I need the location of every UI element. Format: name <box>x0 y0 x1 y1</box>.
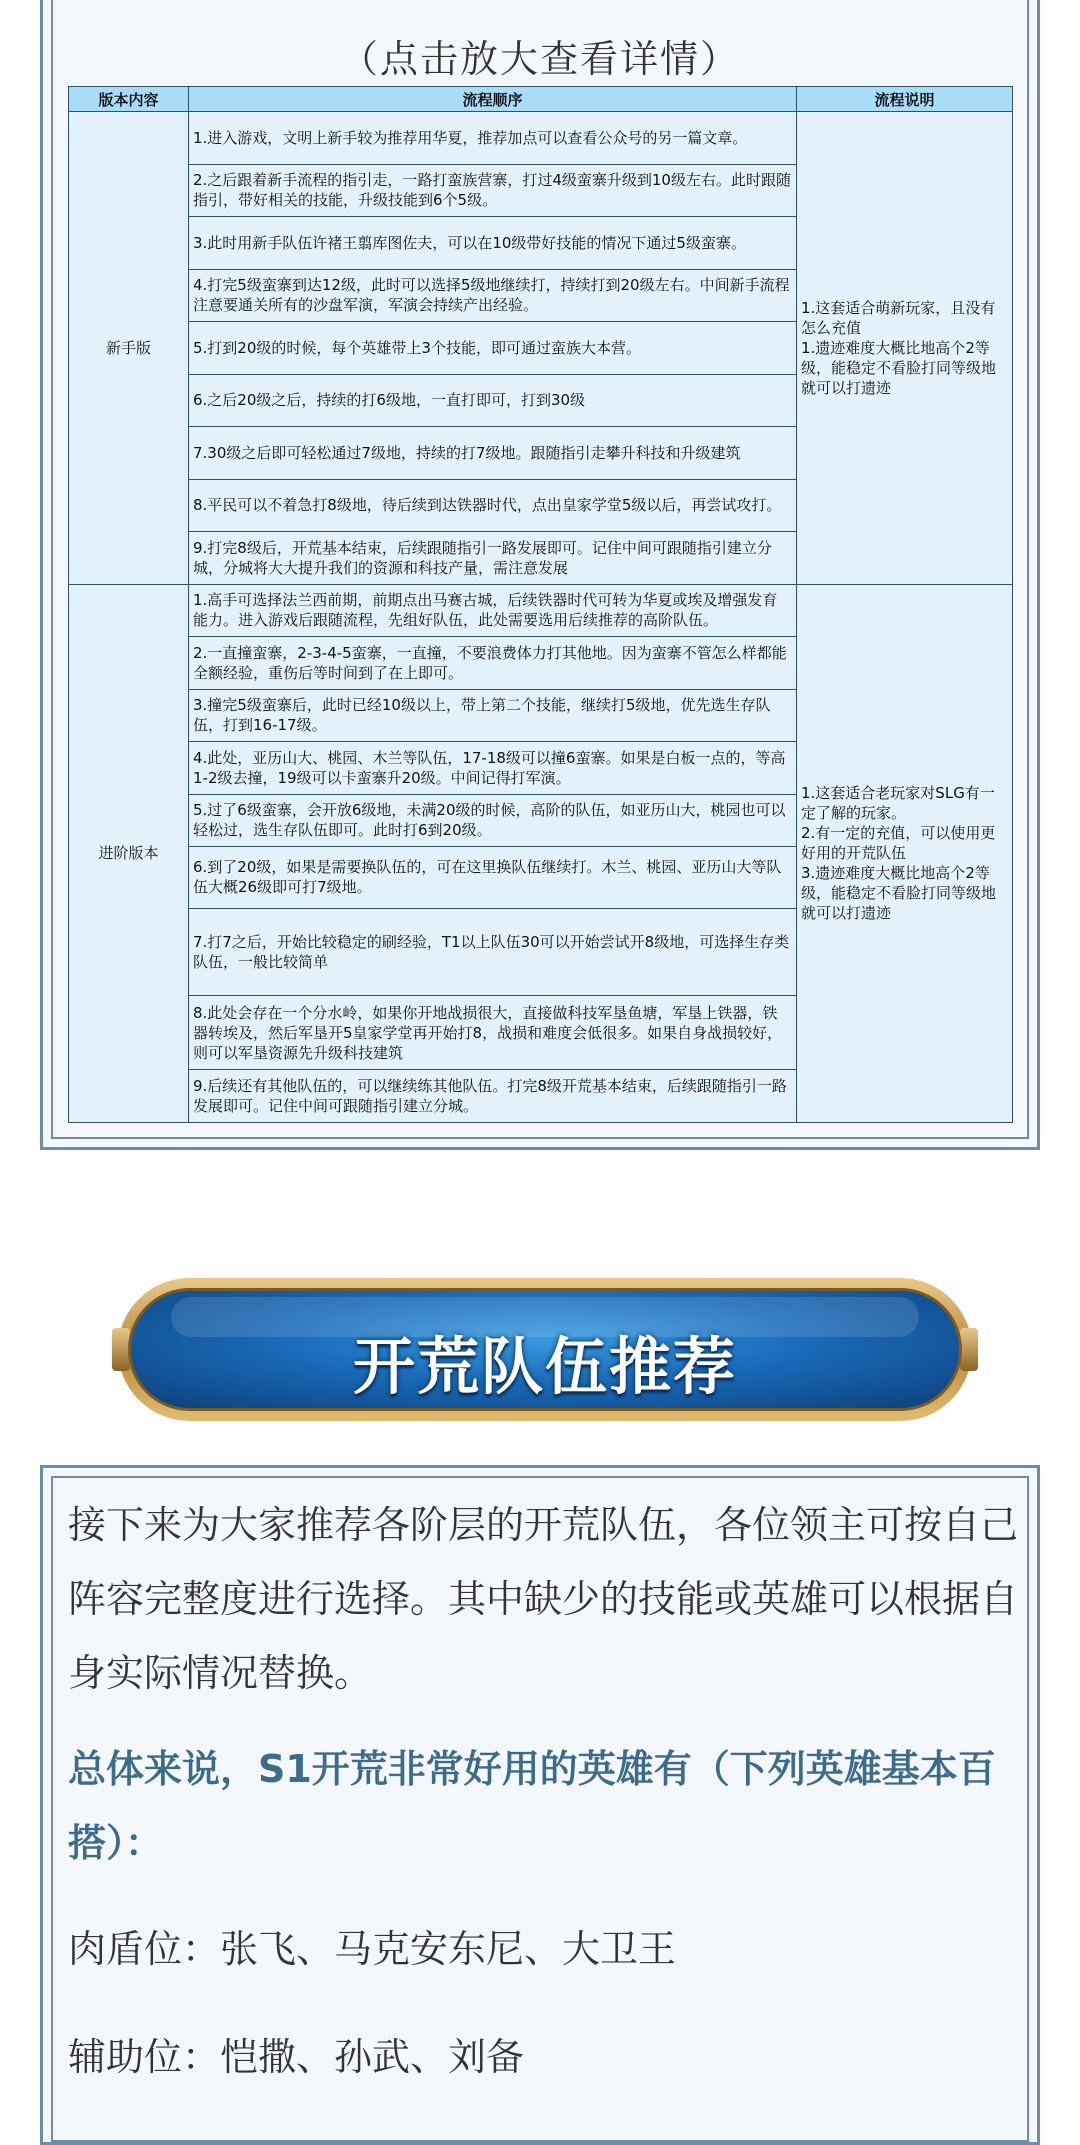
section-banner <box>118 1278 972 1421</box>
article-highlight: 总体来说，S1开荒非常好用的英雄有（下列英雄基本百搭）： <box>68 1747 996 1865</box>
description-text: 1.这套适合老玩家对SLG有一定了解的玩家。 2.有一定的充值，可以使用更好用的开荒队伍 3.遗迹难度大概比地高个2等级，能稳定不看脸打同等级地就可以打遗迹 <box>801 784 997 923</box>
step-cell: 8.平民可以不着急打8级地，待后续到达铁器时代，点出皇家学堂5级以后，再尝试攻打。 <box>189 479 797 532</box>
description-cell-advanced <box>797 584 1013 1123</box>
banner-title: 开荒队伍推荐 <box>352 1330 737 1403</box>
tank-heroes-line: 肉盾位：张飞、马克安东尼、大卫王 <box>68 1927 677 1971</box>
step-cell: 5.过了6级蛮寨，会开放6级地，未满20级的时候，高阶的队伍，如亚历山大，桃园也可以轻松过，选生存队伍即可。此时打6到20级。 <box>189 794 797 847</box>
step-cell: 1.进入游戏，文明上新手较为推荐用华夏，推荐加点可以查看公众号的另一篇文章。 <box>189 112 797 165</box>
step-cell: 6.到了20级，如果是需要换队伍的，可在这里换队伍继续打。木兰、桃园、亚历山大等队伍大概26级即可打7级地。 <box>189 847 797 909</box>
table-row <box>69 584 1013 637</box>
description-cell-beginner <box>797 112 1013 585</box>
guide-table <box>68 86 1013 1123</box>
step-cell: 2.一直撞蛮寨，2-3-4-5蛮寨，一直撞，不要浪费体力打其他地。因为蛮寨不管怎么样都能全额经验，重伤后等时间到了在上即可。 <box>189 637 797 690</box>
step-cell: 6.之后20级之后，持续的打6级地，一直打即可，打到30级 <box>189 374 797 427</box>
step-cell: 9.后续还有其他队伍的，可以继续练其他队伍。打完8级开荒基本结束，后续跟随指引一路发展即可。记住中间可跟随指引建立分城。 <box>189 1070 797 1123</box>
step-cell: 1.高手可选择法兰西前期，前期点出马赛古城，后续铁器时代可转为华夏或埃及增强发育能力。进入游戏后跟随流程，先组好队伍，此处需要选用后续推荐的高阶队伍。 <box>189 584 797 637</box>
step-cell: 7.30级之后即可轻松通过7级地，持续的打7级地。跟随指引走攀升科技和升级建筑 <box>189 427 797 480</box>
article-intro: 接下来为大家推荐各阶层的开荒队伍，各位领主可按自己阵容完整度进行选择。其中缺少的技能或英雄可以根据自身实际情况替换。 <box>68 1503 1019 1695</box>
table-header-row <box>69 87 1013 112</box>
table-row <box>69 112 1013 165</box>
banner-blue-body <box>128 1288 962 1411</box>
step-cell: 4.此处，亚历山大、桃园、木兰等队伍，17-18级可以撞6蛮寨。如果是白板一点的，等高1-2级去撞，19级可以卡蛮寨升20级。中间记得打军演。 <box>189 742 797 795</box>
step-cell: 3.撞完5级蛮寨后，此时已经10级以上，带上第二个技能，继续打5级地，优先选生存队伍，打到16-17级。 <box>189 689 797 742</box>
step-cell: 3.此时用新手队伍许褚王翦库图佐夫，可以在10级带好技能的情况下通过5级蛮寨。 <box>189 217 797 270</box>
table-caption[interactable]: （点击放大查看详情） <box>339 37 740 81</box>
header-description: 流程说明 <box>797 87 1013 112</box>
version-cell-advanced: 进阶版本 <box>69 584 189 1123</box>
step-cell: 5.打到20级的时候，每个英雄带上3个技能，即可通过蛮族大本营。 <box>189 322 797 375</box>
header-version: 版本内容 <box>69 87 189 112</box>
banner-right-knob <box>960 1328 978 1371</box>
step-cell: 8.此处会存在一个分水岭，如果你开地战损很大，直接做科技军垦鱼塘，军垦上铁器，铁器转埃及，然后军垦开5皇家学堂再开始打8，战损和难度会低很多。如果自身战损较好，则可以军垦资源先升级科技建筑 <box>189 996 797 1070</box>
description-text: 1.这套适合萌新玩家，且没有怎么充值 1.遗迹难度大概比地高个2等级，能稳定不看脸打同等级地就可以打遗迹 <box>801 298 997 397</box>
version-cell-beginner: 新手版 <box>69 112 189 585</box>
step-cell: 9.打完8级后，开荒基本结束，后续跟随指引一路发展即可。记住中间可跟随指引建立分城，分城将大大提升我们的资源和科技产量，需注意发展 <box>189 532 797 585</box>
step-cell: 4.打完5级蛮寨到达12级，此时可以选择5级地继续打，持续打到20级左右。中间新手流程注意要通关所有的沙盘军演，军演会持续产出经验。 <box>189 269 797 322</box>
support-heroes-line: 辅助位：恺撒、孙武、刘备 <box>68 2035 525 2079</box>
step-cell: 2.之后跟着新手流程的指引走，一路打蛮族营寨，打过4级蛮寨升级到10级左右。此时跟随指引，带好相关的技能，升级技能到6个5级。 <box>189 164 797 217</box>
article-body <box>68 1488 1018 2128</box>
step-cell: 7.打7之后，开始比较稳定的刷经验，T1以上队伍30可以开始尝试开8级地，可选择生存类队伍，一般比较简单 <box>189 908 797 996</box>
header-steps: 流程顺序 <box>189 87 797 112</box>
